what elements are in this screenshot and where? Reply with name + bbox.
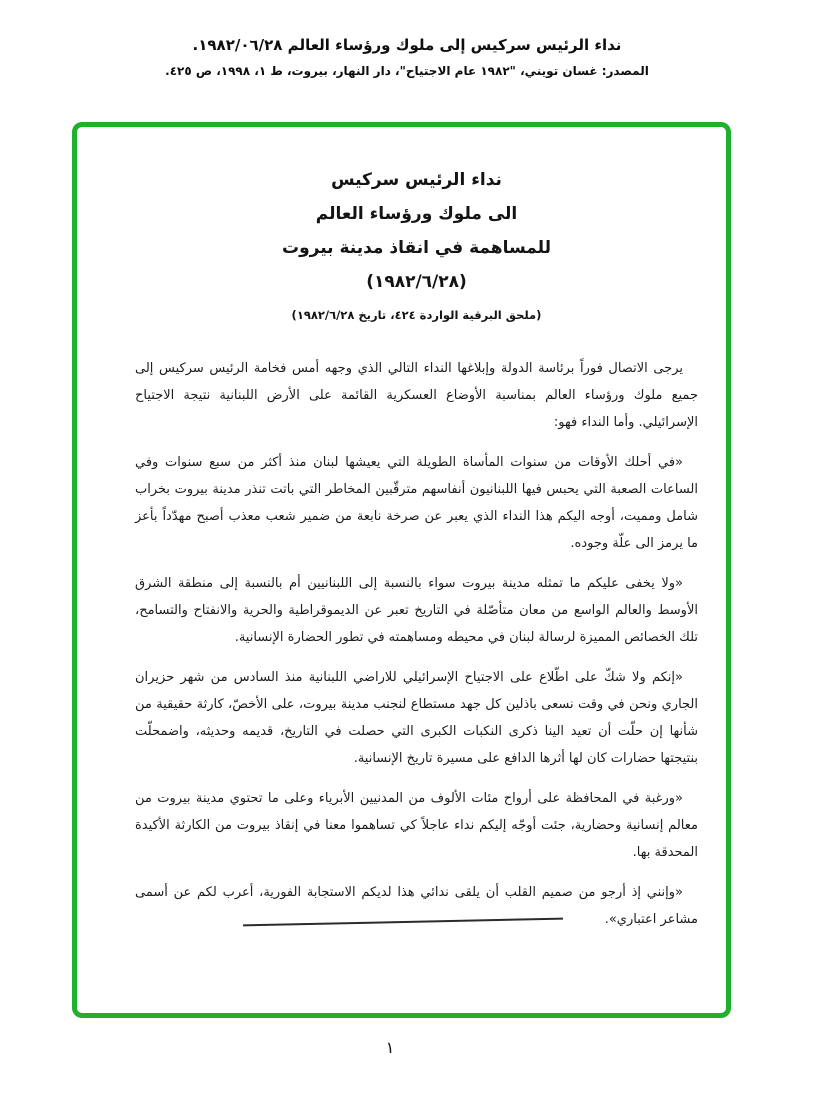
title-line: الى ملوك ورؤساء العالم xyxy=(315,204,518,224)
paragraph: يرجى الاتصال فوراً برئاسة الدولة وإبلاغها النداء التالي الذي وجهه أمس فخامة الرئيس سركيس إلى جميع ملوك ورؤساء العالم بمناسبة الأوضاع العسكرية القائمة على الأرض اللبنانية نتيجة الاجتياح الإسرائيلي. وأما النداء فهو: xyxy=(135,361,698,430)
document-source-citation: المصدر: غسان تويني، "١٩٨٢ عام الاجتياح"، دار النهار، بيروت، ط ١، ١٩٩٨، ص ٤٢٥. xyxy=(165,64,649,78)
document-body xyxy=(135,355,698,933)
paragraph: «وإنني إذ أرجو من صميم القلب أن يلقى ندائي هذا لديكم الاستجابة الفورية، أعرب لكم عن أسمى مشاعر اعتباري». xyxy=(135,885,698,927)
title-line: للمساهمة في انقاذ مدينة بيروت xyxy=(282,238,551,258)
title-line: نداء الرئيس سركيس xyxy=(331,170,502,190)
telegram-annex-note: (ملحق البرقية الواردة ٤٢٤، تاريخ ١٩٨٢/٦/٢٨) xyxy=(291,308,542,322)
document-heading: نداء الرئيس سركيس إلى ملوك ورؤساء العالم ١٩٨٢/٠٦/٢٨. xyxy=(192,36,622,54)
paragraph: «في أحلك الأوقات من سنوات المأساة الطويلة التي يعيشها لبنان منذ أكثر من سبع سنوات وفي الساعات الصعبة التي يحبس فيها اللبنانيون أنفاسهم مترقّبين المخاطر التي باتت تنذر مدينة بيروت بخراب شامل ومميت، أوجه اليكم هذا النداء الذي يعبر عن صرخة نابعة من ضمير شعب معذب أصبح مهدّداً بأعز ما يرمز الى علّة وجوده. xyxy=(135,455,698,551)
document-scan xyxy=(77,127,726,933)
paragraph: «ولا يخفى عليكم ما تمثله مدينة بيروت سواء بالنسبة إلى اللبنانيين أم بالنسبة إلى منطقة الشرق الأوسط والعالم الواسع من معان متأصّلة في التاريخ تعبر عن الديموقراطية والحرية والانفتاح والتسامح، تلك الخصائص المميزة لرسالة لبنان في محيطه ومساهمته في تطور الحضارة الإنسانية. xyxy=(135,576,698,645)
paragraph: «إنكم ولا شكّ على اطّلاع على الاجتياح الإسرائيلي للاراضي اللبنانية منذ السادس من شهر حزيران الجاري ونحن في وقت نسعى باذلين كل جهد مستطاع لنجنب مدينة بيروت، على الأخصّ، كارثة حقيقية من شأنها إن حلّت أن تعيد الينا ذكرى النكبات الكبرى التي حصلت في التاريخ، قديمه وحديثه، واضمحلّت بنتيجتها حضارات كان لها أثرها الدافع على مسيرة تاريخ الإنسانية. xyxy=(135,670,698,766)
document-frame xyxy=(72,122,731,1018)
document-title-block xyxy=(135,163,698,322)
page-number: ١ xyxy=(385,1038,395,1057)
title-date-line: (١٩٨٢/٦/٢٨) xyxy=(366,272,467,292)
page-header xyxy=(0,36,814,78)
paragraph: «ورغبة في المحافظة على أرواح مئات الألوف من المدنيين الأبرياء وعلى ما تحتوي مدينة بيروت من معالم إنسانية وحضارية، جئت أوجّه إليكم نداء عاجلاً كي تساهموا معنا في إنقاذ بيروت من الكارثة الأكيدة المحدقة بها. xyxy=(135,791,698,860)
